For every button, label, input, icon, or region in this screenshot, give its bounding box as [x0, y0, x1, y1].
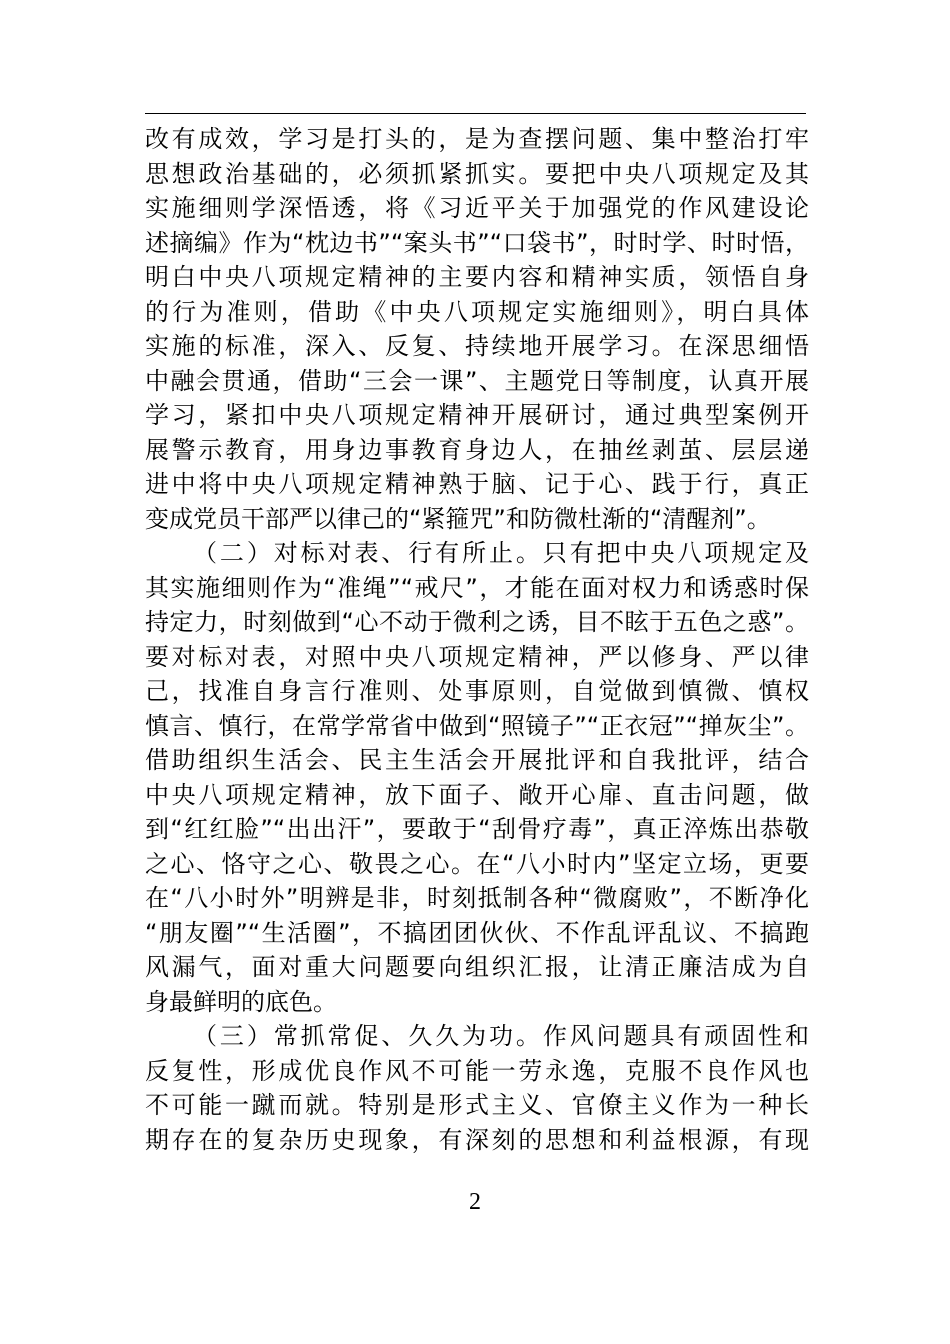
text-line: 借助组织生活会、民主生活会开展批评和自我批评，结合: [145, 746, 809, 774]
section-heading-line: （二）对标对表、行有所止。只有把中央八项规定及: [193, 539, 809, 567]
header-rule: [145, 113, 806, 114]
text-line: 明白中央八项规定精神的主要内容和精神实质，领悟自身: [145, 263, 809, 291]
text-line: 风漏气，面对重大问题要向组织汇报，让清正廉洁成为自: [145, 953, 809, 981]
text-line: 展警示教育，用身边事教育身边人，在抽丝剥茧、层层递: [145, 435, 809, 464]
text-line: 思想政治基础的，必须抓紧抓实。要把中央八项规定及其: [145, 159, 809, 188]
text-line: 改有成效，学习是打头的，是为查摆问题、集中整治打牢: [145, 125, 809, 153]
text-line: 述摘编》作为“枕边书”“案头书”“口袋书”，时时学、时时悟，: [145, 228, 809, 257]
text-line: 实施细则学深悟透，将《习近平关于加强党的作风建设论: [145, 194, 809, 222]
text-line: 持定力，时刻做到“心不动于微利之诱，目不眩于五色之惑”。: [145, 608, 809, 636]
text-line: 学习，紧扣中央八项规定精神开展研讨，通过典型案例开: [145, 401, 809, 429]
text-line: 进中将中央八项规定精神熟于脑、记于心、践于行，真正: [145, 470, 809, 498]
text-line: 期存在的复杂历史现象，有深刻的思想和利益根源，有现: [145, 1125, 809, 1154]
text-line: 身最鲜明的底色。: [145, 987, 337, 1016]
text-line: 慎言、慎行，在常学常省中做到“照镜子”“正衣冠”“掸灰尘”。: [145, 711, 809, 740]
body-text: [145, 122, 809, 1157]
text-line: 的行为准则，借助《中央八项规定实施细则》，明白具体: [145, 297, 809, 326]
text-line: 中融会贯通，借助“三会一课”、主题党日等制度，认真开展: [145, 366, 809, 395]
text-line: 到“红红脸”“出出汗”，要敢于“刮骨疗毒”，真正淬炼出恭敬: [145, 815, 809, 843]
text-line: 在“八小时外”明辨是非，时刻抵制各种“微腐败”，不断净化: [145, 884, 809, 912]
text-line: “朋友圈”“生活圈”，不搞团团伙伙、不作乱评乱议、不搞跑: [145, 918, 809, 947]
text-line: 变成党员干部严以律己的“紧箍咒”和防微杜渐的“清醒剂”。: [145, 504, 771, 533]
text-line: 实施的标准，深入、反复、持续地开展学习。在深思细悟: [145, 332, 809, 360]
text-line: 其实施细则作为“准绳”“戒尺”，才能在面对权力和诱惑时保: [145, 573, 809, 602]
page-number: 2: [469, 1189, 481, 1215]
text-line: 之心、恪守之心、敬畏之心。在“八小时内”坚定立场，更要: [145, 849, 809, 878]
text-line: 不可能一蹴而就。特别是形式主义、官僚主义作为一种长: [145, 1091, 809, 1119]
text-line: 己，找准自身言行准则、处事原则，自觉做到慎微、慎权: [145, 677, 809, 705]
text-line: 反复性，形成优良作风不可能一劳永逸，克服不良作风也: [145, 1056, 809, 1085]
text-line: 中央八项规定精神，放下面子、敞开心扉、直击问题，做: [145, 780, 809, 809]
section-heading-line: （三）常抓常促、久久为功。作风问题具有顽固性和: [193, 1022, 809, 1050]
text-line: 要对标对表，对照中央八项规定精神，严以修身、严以律: [145, 642, 809, 671]
